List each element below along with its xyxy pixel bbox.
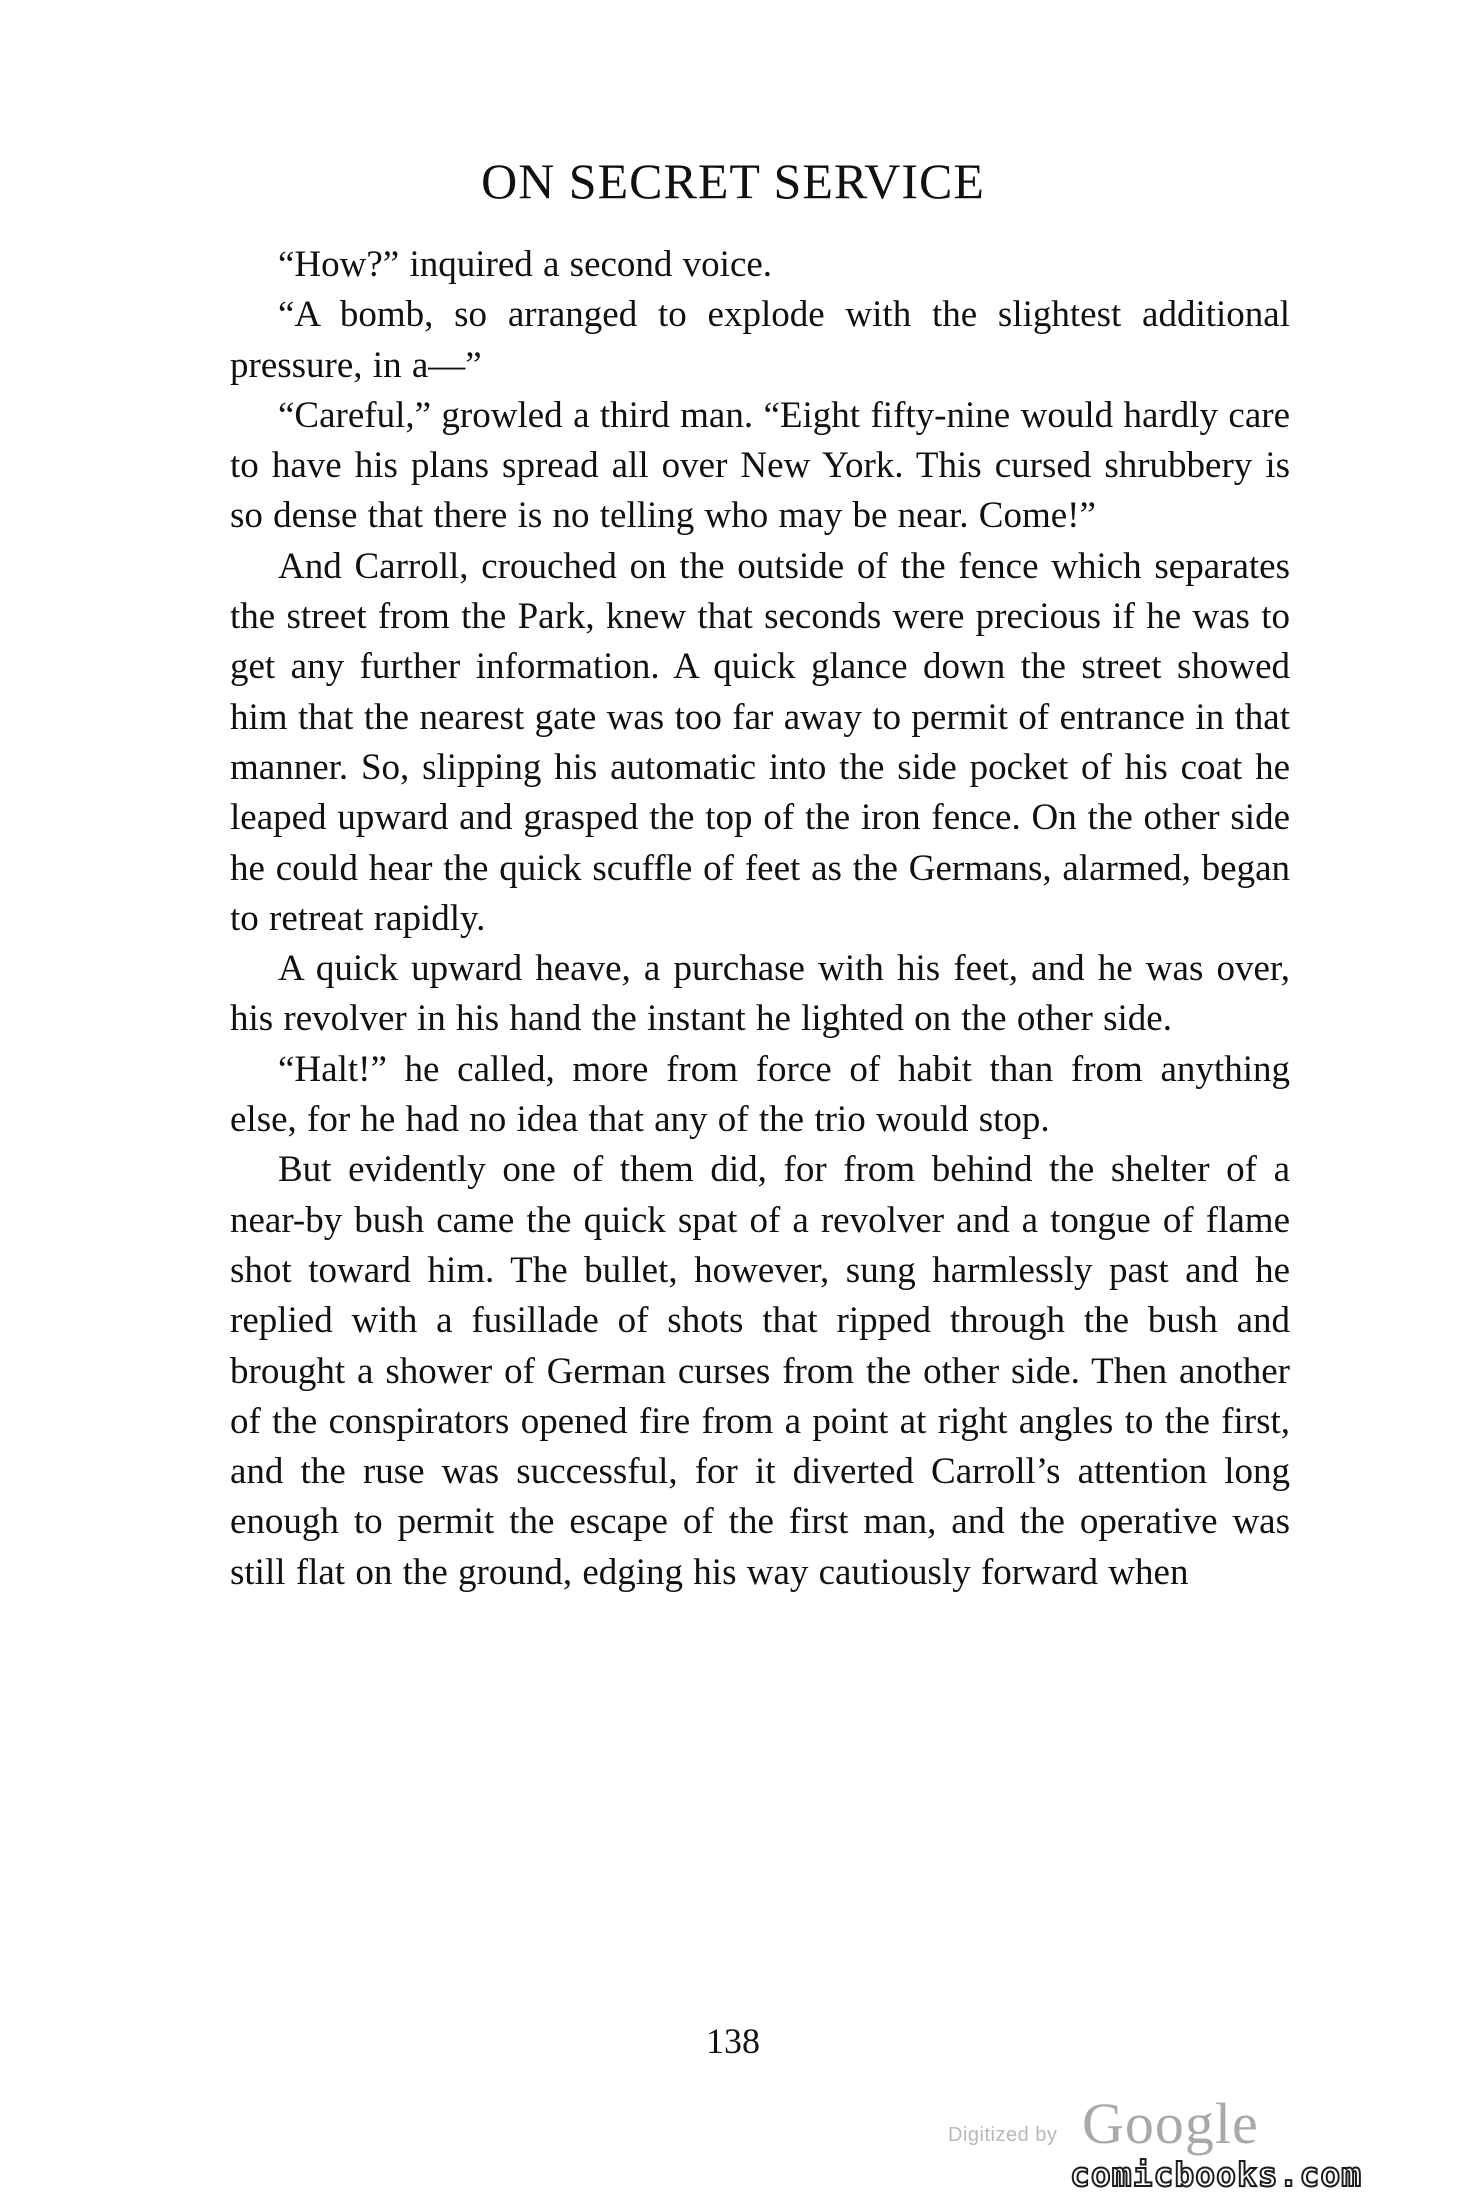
- paragraph: “A bomb, so arranged to explode with the slightest additional pressure, in a—”: [230, 294, 1290, 386]
- digitized-watermark: [948, 2090, 1278, 2160]
- credit-watermark: comicbooks.com: [1070, 2155, 1363, 2194]
- paragraph: And Carroll, crouched on the outside of the fence which separates the street from the Park, knew that seconds were precious if he was to get any further information. A quick glance down the street showed him that the nearest gate was too far away to permit of entrance in that manner. So, slipping his automatic into the side pocket of his coat he leaped upward and grasped the top of the iron fence. On the other side he could hear the quick scuffle of feet as the Germans, alarmed, began to retreat rapidly.: [230, 545, 1290, 939]
- watermark-digitized-by: Digitized by: [948, 2124, 1058, 2146]
- paragraph: “Careful,” growled a third man. “Eight fifty-nine would hardly care to have his plans spread all over New York. This cursed shrubbery is so dense that there is no telling who may be near. Come!”: [230, 394, 1290, 537]
- paragraph: A quick upward heave, a purchase with his feet, and he was over, his revolver in his hand the instant he lighted on the other side.: [230, 948, 1290, 1040]
- paragraph: “How?” inquired a second voice.: [278, 244, 773, 285]
- paragraph: “Halt!” he called, more from force of habit than from anything else, for he had no idea that any of the trio would stop.: [230, 1048, 1290, 1141]
- watermark-google-logo: Google: [1082, 2091, 1259, 2156]
- page-number: 138: [706, 2021, 760, 2061]
- body-text: [230, 240, 1290, 1598]
- running-head: ON SECRET SERVICE: [481, 153, 985, 209]
- paragraph: But evidently one of them did, for from behind the shelter of a near-by bush came the quick spat of a revolver and a tongue of flame shot toward him. The bullet, however, sung harmlessly past and he replied with a fusillade of shots that ripped through the bush and brought a shower of German curses from the other side. Then another of the conspirators opened fire from a point at right angles to the first, and the ruse was successful, for it diverted Carroll’s attention long enough to permit the escape of the first man, and the operative was still flat on the ground, edging his way cautiously forward when: [230, 1149, 1290, 1593]
